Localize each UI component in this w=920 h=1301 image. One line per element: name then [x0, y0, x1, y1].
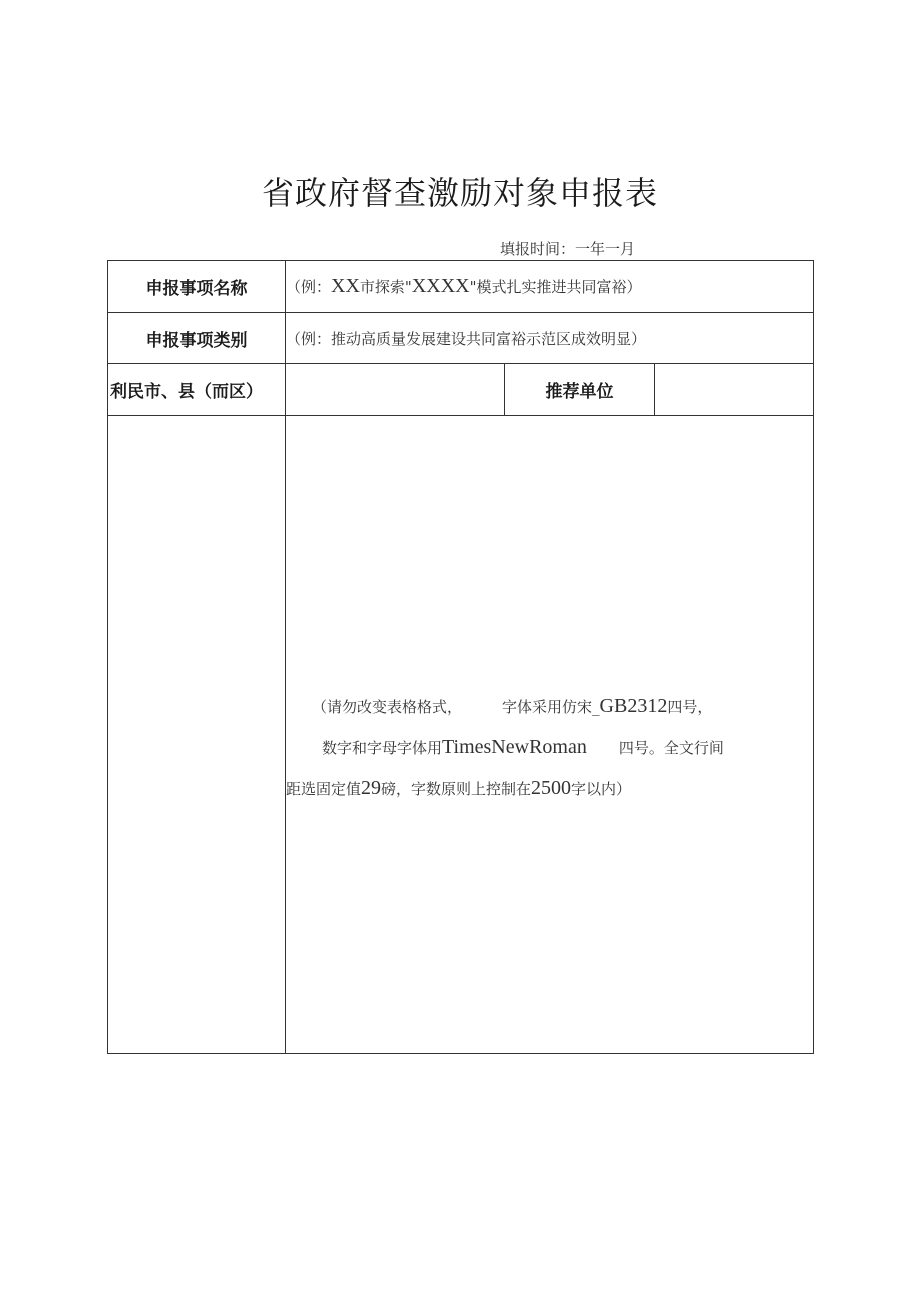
item-name-label: 申报事项名称: [108, 261, 286, 313]
item-name-example-code: XX: [331, 275, 360, 297]
instruction-text: 距选固定值: [286, 780, 362, 798]
item-name-example-prefix: （例：: [286, 278, 332, 296]
item-category-label: 申报事项类别: [108, 313, 286, 364]
instruction-text: 数字和字母字体用: [322, 739, 443, 757]
item-name-example-suffix: "模式扎实推进共同富裕）: [469, 278, 642, 296]
content-label-cell: [108, 416, 286, 1054]
application-form-table: [107, 260, 814, 1054]
instruction-text: （请勿改变表格格式，: [312, 698, 463, 716]
recommender-field[interactable]: [655, 364, 814, 416]
instruction-line-3: [286, 768, 806, 809]
instruction-line-2: [286, 727, 806, 768]
content-field[interactable]: [286, 416, 814, 1054]
instruction-text: 四号。全文行间: [618, 739, 724, 757]
instruction-text: 字体采用仿宋_: [502, 698, 600, 716]
format-instructions: [286, 686, 806, 809]
row-region-recommender: [108, 364, 814, 416]
instruction-number: 2500: [531, 777, 572, 799]
instruction-text: 字以内）: [571, 780, 632, 798]
instruction-line-1: [286, 686, 806, 727]
page-title: 省政府督查激励对象申报表: [261, 174, 658, 212]
item-name-example-mid: 市探索": [359, 278, 412, 296]
item-name-field[interactable]: [286, 261, 814, 313]
region-field[interactable]: [286, 364, 505, 416]
recommender-label: 推荐单位: [505, 364, 655, 416]
item-name-example-code2: XXXX: [411, 275, 470, 297]
fill-date-label: 填报时间：一年一月: [500, 240, 636, 258]
row-content: [108, 416, 814, 1054]
instruction-font-name: TimesNewRoman: [442, 736, 587, 758]
row-item-name: [108, 261, 814, 313]
region-label: 利民市、县（而区）: [108, 364, 286, 416]
instruction-text: 四号，: [667, 698, 713, 716]
instruction-font-name: GB2312: [599, 695, 668, 717]
instruction-text: 磅，字数原则上控制在: [381, 780, 532, 798]
item-category-field[interactable]: （例：推动高质量发展建设共同富裕示范区成效明显）: [286, 313, 814, 364]
row-item-category: [108, 313, 814, 364]
instruction-number: 29: [361, 777, 382, 799]
